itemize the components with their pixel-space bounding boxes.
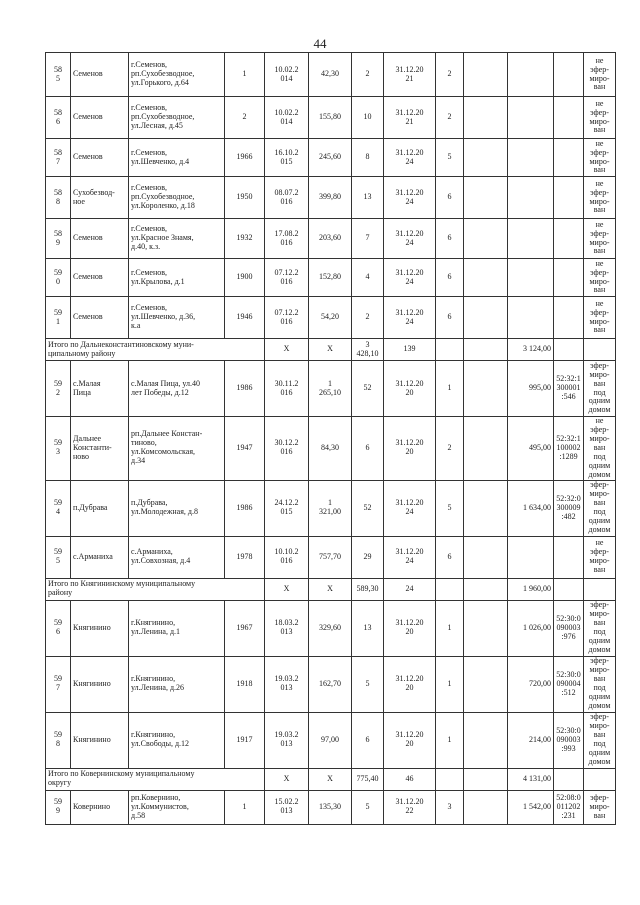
cell-x: Х [265, 768, 309, 790]
cell-residents: 2 [352, 53, 384, 97]
cell-area: 155,80 [309, 97, 352, 139]
cell-blank [464, 177, 508, 219]
cell-status: эфер- миро- ван [584, 790, 616, 824]
cell-status: не эфер- миро- ван [584, 297, 616, 339]
subtotal-label: Итого по Дальнеконстантиновскому муни- ципальному району [46, 339, 265, 361]
cell-blank [464, 600, 508, 656]
table-row [46, 177, 616, 219]
cell-date: 15.02.2 013 [265, 790, 309, 824]
table-row [46, 417, 616, 481]
cell-amount: 720,00 [508, 656, 554, 712]
cell-year: 1967 [225, 600, 265, 656]
cell-stage: 2 [436, 53, 464, 97]
table-row [46, 361, 616, 417]
cell-amount [508, 97, 554, 139]
cell-date: 24.12.2 015 [265, 480, 309, 536]
cell-year: 1947 [225, 417, 265, 481]
cell-blank [464, 417, 508, 481]
cell-deadline: 31.12.20 24 [384, 139, 436, 177]
cell-cadastral [554, 259, 584, 297]
cell-year: 1 [225, 53, 265, 97]
cell-address: с.Арманиха, ул.Совхозная, д.4 [129, 536, 225, 578]
cell-amount [508, 139, 554, 177]
cell-date: 07.12.2 016 [265, 259, 309, 297]
cell-status: не эфер- миро- ван [584, 536, 616, 578]
cell-status: не эфер- миро- ван [584, 97, 616, 139]
cell-residents: 6 [352, 417, 384, 481]
cell-number: 59 1 [46, 297, 71, 339]
cell-empty [464, 578, 508, 600]
cell-year: 1 [225, 790, 265, 824]
cell-locality: с.Малая Пица [71, 361, 129, 417]
table-row [46, 259, 616, 297]
cell-status: не эфер- миро- ван [584, 177, 616, 219]
cell-blank [464, 480, 508, 536]
cell-stage: 1 [436, 600, 464, 656]
cell-number: 59 2 [46, 361, 71, 417]
cell-amount [508, 297, 554, 339]
cell-deadline: 31.12.20 20 [384, 361, 436, 417]
cell-residents: 52 [352, 361, 384, 417]
cell-cadastral [554, 177, 584, 219]
cell-cadastral: 52:08:0 011202 :231 [554, 790, 584, 824]
cell-stage: 6 [436, 259, 464, 297]
cell-status: эфер- миро- ван под одним домом [584, 600, 616, 656]
cell-locality: Семенов [71, 97, 129, 139]
cell-deadline: 31.12.20 24 [384, 480, 436, 536]
cell-stage: 2 [436, 417, 464, 481]
cell-locality: Семенов [71, 139, 129, 177]
cell-area: 245,60 [309, 139, 352, 177]
cell-empty [554, 339, 584, 361]
cell-empty [464, 339, 508, 361]
cell-stage: 5 [436, 480, 464, 536]
cell-deadline: 31.12.20 20 [384, 600, 436, 656]
cell-address: г.Княгинино, ул.Свободы, д.12 [129, 712, 225, 768]
cell-locality: п.Дубрава [71, 480, 129, 536]
cell-date: 07.12.2 016 [265, 297, 309, 339]
cell-empty [436, 768, 464, 790]
cell-date: 10.02.2 014 [265, 53, 309, 97]
cell-residents: 5 [352, 656, 384, 712]
cell-empty [436, 578, 464, 600]
cell-amount-total: 3 124,00 [508, 339, 554, 361]
cell-status: эфер- миро- ван под одним домом [584, 656, 616, 712]
subtotal-label: Итого по Княгининскому муниципальному району [46, 578, 265, 600]
cell-year: 1946 [225, 297, 265, 339]
cell-deadline: 31.12.20 24 [384, 259, 436, 297]
cell-stage: 1 [436, 361, 464, 417]
cell-deadline: 31.12.20 24 [384, 177, 436, 219]
table-row [46, 712, 616, 768]
cell-x: Х [309, 578, 352, 600]
cell-amount: 495,00 [508, 417, 554, 481]
cell-stage: 2 [436, 97, 464, 139]
cell-number: 58 7 [46, 139, 71, 177]
cell-residents: 10 [352, 97, 384, 139]
cell-cadastral [554, 139, 584, 177]
cell-amount [508, 259, 554, 297]
cell-area: 97,00 [309, 712, 352, 768]
cell-blank [464, 97, 508, 139]
cell-address: с.Малая Пица, ул.40 лет Победы, д.12 [129, 361, 225, 417]
cell-address: рп.Ковернино, ул.Коммунистов, д.58 [129, 790, 225, 824]
cell-stage: 6 [436, 219, 464, 259]
cell-residents: 29 [352, 536, 384, 578]
cell-address: г.Семенов, рп.Сухобезводное, ул.Горького, д.64 [129, 53, 225, 97]
cell-blank [464, 259, 508, 297]
cell-residents: 5 [352, 790, 384, 824]
cell-empty [554, 578, 584, 600]
cell-number: 59 5 [46, 536, 71, 578]
cell-amount [508, 177, 554, 219]
table-row [46, 536, 616, 578]
cell-deadline: 31.12.20 24 [384, 297, 436, 339]
cell-cadastral: 52:32:1 300001 :546 [554, 361, 584, 417]
cell-deadline: 31.12.20 22 [384, 790, 436, 824]
table-row [46, 480, 616, 536]
cell-number: 59 8 [46, 712, 71, 768]
cell-locality: Княгинино [71, 656, 129, 712]
cell-blank [464, 656, 508, 712]
cell-stage: 6 [436, 536, 464, 578]
cell-residents: 6 [352, 712, 384, 768]
cell-blank [464, 219, 508, 259]
cell-x: Х [309, 339, 352, 361]
cell-stage: 5 [436, 139, 464, 177]
cell-residents: 13 [352, 177, 384, 219]
cell-status: не эфер- миро- ван [584, 219, 616, 259]
cell-deadline: 31.12.20 21 [384, 97, 436, 139]
cell-year: 1950 [225, 177, 265, 219]
table-row [46, 53, 616, 97]
cell-number: 58 9 [46, 219, 71, 259]
cell-x: Х [309, 768, 352, 790]
cell-year: 1978 [225, 536, 265, 578]
cell-deadline: 31.12.20 24 [384, 536, 436, 578]
cell-residents: 8 [352, 139, 384, 177]
cell-empty [584, 339, 616, 361]
cell-cadastral [554, 53, 584, 97]
cell-blank [464, 297, 508, 339]
table-row [46, 97, 616, 139]
cell-area: 162,70 [309, 656, 352, 712]
cell-locality: Семенов [71, 259, 129, 297]
table-row [46, 297, 616, 339]
cell-address: г.Княгинино, ул.Ленина, д.1 [129, 600, 225, 656]
cell-address: г.Княгинино, ул.Ленина, д.26 [129, 656, 225, 712]
subtotal-row [46, 578, 616, 600]
cell-year: 1986 [225, 361, 265, 417]
table-row [46, 656, 616, 712]
cell-empty [584, 768, 616, 790]
cell-deadline: 31.12.20 20 [384, 417, 436, 481]
cell-blank [464, 712, 508, 768]
cell-residents: 4 [352, 259, 384, 297]
cell-area: 329,60 [309, 600, 352, 656]
cell-locality: Семенов [71, 219, 129, 259]
cell-locality: Сухобезвод- ное [71, 177, 129, 219]
cell-area-total: 3 428,10 [352, 339, 384, 361]
cell-area: 152,80 [309, 259, 352, 297]
cell-number: 59 3 [46, 417, 71, 481]
cell-year: 1918 [225, 656, 265, 712]
cell-amount [508, 536, 554, 578]
cell-stage: 3 [436, 790, 464, 824]
cell-deadline: 31.12.20 20 [384, 656, 436, 712]
table-row [46, 790, 616, 824]
cell-locality: с.Арманиха [71, 536, 129, 578]
cell-area-total: 589,30 [352, 578, 384, 600]
cell-area: 1 321,00 [309, 480, 352, 536]
cell-empty [436, 339, 464, 361]
cell-number: 59 9 [46, 790, 71, 824]
cell-area: 42,30 [309, 53, 352, 97]
table-row [46, 219, 616, 259]
cell-number: 58 5 [46, 53, 71, 97]
cell-address: г.Семенов, ул.Крылова, д.1 [129, 259, 225, 297]
cell-year: 1986 [225, 480, 265, 536]
cell-cadastral [554, 97, 584, 139]
cell-area: 54,20 [309, 297, 352, 339]
cell-date: 19.03.2 013 [265, 712, 309, 768]
table-row [46, 139, 616, 177]
cell-area: 399,80 [309, 177, 352, 219]
cell-status: не эфер- миро- ван [584, 259, 616, 297]
cell-amount [508, 53, 554, 97]
cell-status: эфер- миро- ван под одним домом [584, 712, 616, 768]
cell-stage: 6 [436, 177, 464, 219]
cell-status: не эфер- миро- ван под одним домом [584, 417, 616, 481]
cell-locality: Княгинино [71, 712, 129, 768]
cell-amount: 1 026,00 [508, 600, 554, 656]
cell-residents-total: 24 [384, 578, 436, 600]
cell-date: 19.03.2 013 [265, 656, 309, 712]
cell-cadastral: 52:30:0 090004 :512 [554, 656, 584, 712]
cell-year: 1900 [225, 259, 265, 297]
subtotal-row [46, 768, 616, 790]
cell-empty [554, 768, 584, 790]
cell-area: 84,30 [309, 417, 352, 481]
cell-empty [584, 578, 616, 600]
subtotal-label: Итого по Ковернинскому муниципальному округу [46, 768, 265, 790]
cell-blank [464, 536, 508, 578]
cell-date: 18.03.2 013 [265, 600, 309, 656]
cell-locality: Ковернино [71, 790, 129, 824]
cell-year: 1917 [225, 712, 265, 768]
cell-locality: Княгинино [71, 600, 129, 656]
cell-stage: 1 [436, 712, 464, 768]
cell-date: 30.12.2 016 [265, 417, 309, 481]
cell-amount: 214,00 [508, 712, 554, 768]
cell-area: 203,60 [309, 219, 352, 259]
cell-status: не эфер- миро- ван [584, 139, 616, 177]
cell-address: п.Дубрава, ул.Молодежная, д.8 [129, 480, 225, 536]
cell-deadline: 31.12.20 21 [384, 53, 436, 97]
cell-locality: Семенов [71, 53, 129, 97]
cell-year: 2 [225, 97, 265, 139]
cell-stage: 1 [436, 656, 464, 712]
subtotal-row [46, 339, 616, 361]
cell-number: 58 6 [46, 97, 71, 139]
cell-number: 59 4 [46, 480, 71, 536]
cell-year: 1932 [225, 219, 265, 259]
cell-cadastral [554, 536, 584, 578]
cell-date: 30.11.2 016 [265, 361, 309, 417]
cell-number: 59 7 [46, 656, 71, 712]
cell-residents: 13 [352, 600, 384, 656]
cell-area: 1 265,10 [309, 361, 352, 417]
cell-cadastral: 52:32:1 100002 :1289 [554, 417, 584, 481]
cell-amount: 995,00 [508, 361, 554, 417]
cell-number: 58 8 [46, 177, 71, 219]
cell-cadastral: 52:32:0 300009 :482 [554, 480, 584, 536]
cell-deadline: 31.12.20 20 [384, 712, 436, 768]
cell-status: не эфер- миро- ван [584, 53, 616, 97]
page-number: 44 [313, 36, 327, 51]
cell-date: 08.07.2 016 [265, 177, 309, 219]
cell-date: 10.10.2 016 [265, 536, 309, 578]
cell-area: 135,30 [309, 790, 352, 824]
cell-status: эфер- миро- ван под одним домом [584, 361, 616, 417]
cell-cadastral [554, 297, 584, 339]
cell-date: 17.08.2 016 [265, 219, 309, 259]
cell-residents: 7 [352, 219, 384, 259]
cell-number: 59 0 [46, 259, 71, 297]
cell-residents: 2 [352, 297, 384, 339]
cell-empty [464, 768, 508, 790]
cell-locality: Дальнее Константи- ново [71, 417, 129, 481]
cell-address: г.Семенов, ул.Красное Знамя, д.40, к.з. [129, 219, 225, 259]
table-row [46, 600, 616, 656]
cell-status: эфер- миро- ван под одним домом [584, 480, 616, 536]
cell-stage: 6 [436, 297, 464, 339]
cell-date: 16.10.2 015 [265, 139, 309, 177]
cell-deadline: 31.12.20 24 [384, 219, 436, 259]
cell-residents-total: 46 [384, 768, 436, 790]
cell-address: г.Семенов, рп.Сухобезводное, ул.Лесная, д.45 [129, 97, 225, 139]
cell-cadastral [554, 219, 584, 259]
cell-blank [464, 139, 508, 177]
cell-x: Х [265, 339, 309, 361]
cell-residents-total: 139 [384, 339, 436, 361]
cell-year: 1966 [225, 139, 265, 177]
cell-cadastral: 52:30:0 090003 :993 [554, 712, 584, 768]
cell-address: г.Семенов, рп.Сухобезводное, ул.Короленко, д.18 [129, 177, 225, 219]
cell-number: 59 6 [46, 600, 71, 656]
cell-area: 757,70 [309, 536, 352, 578]
cell-locality: Семенов [71, 297, 129, 339]
cell-address: г.Семенов, ул.Шевченко, д.4 [129, 139, 225, 177]
cell-amount-total: 1 960,00 [508, 578, 554, 600]
cell-x: Х [265, 578, 309, 600]
cell-residents: 52 [352, 480, 384, 536]
cell-address: рп.Дальнее Констан- тиново, ул.Комсомольская, д.34 [129, 417, 225, 481]
cell-date: 10.02.2 014 [265, 97, 309, 139]
cell-blank [464, 53, 508, 97]
cell-amount: 1 542,00 [508, 790, 554, 824]
cell-cadastral: 52:30:0 090003 :976 [554, 600, 584, 656]
cell-amount [508, 219, 554, 259]
cell-amount-total: 4 131,00 [508, 768, 554, 790]
housing-register-table [45, 52, 616, 825]
cell-amount: 1 634,00 [508, 480, 554, 536]
cell-blank [464, 361, 508, 417]
cell-area-total: 775,40 [352, 768, 384, 790]
cell-address: г.Семенов, ул.Шевченко, д.36, к.а [129, 297, 225, 339]
cell-blank [464, 790, 508, 824]
